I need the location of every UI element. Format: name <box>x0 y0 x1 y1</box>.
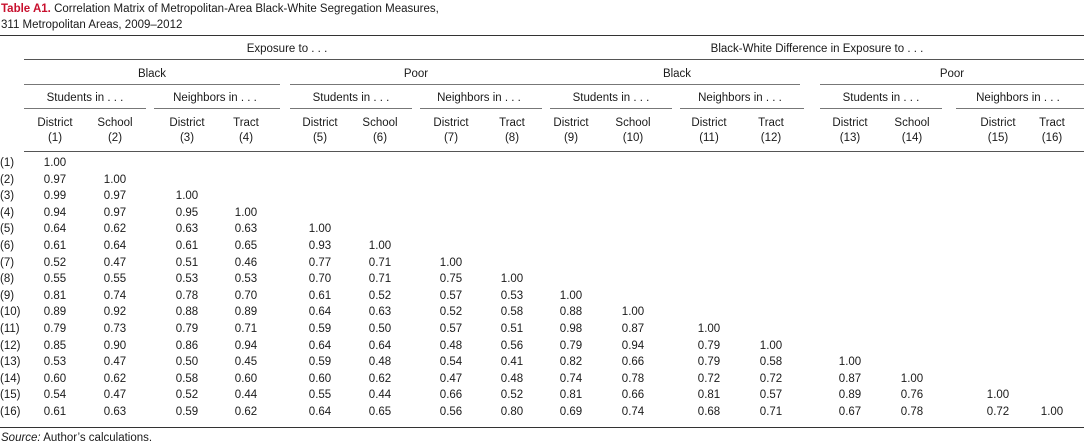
source-label: Source: <box>1 432 41 444</box>
row-label: (11) <box>0 323 20 335</box>
column-header-number: (11) <box>699 132 719 144</box>
level-header-students-4: Students in . . . <box>842 92 920 104</box>
column-header-name: District <box>553 117 589 129</box>
table-cell: 0.54 <box>43 389 67 401</box>
table-cell: 0.61 <box>308 290 332 302</box>
table-cell: 0.65 <box>368 406 392 418</box>
table-cell: 0.67 <box>838 406 862 418</box>
row-label: (13) <box>0 356 21 368</box>
column-header-11 <box>679 116 739 146</box>
table-cell: 0.72 <box>759 373 783 385</box>
column-header-5 <box>290 116 350 146</box>
column-header-number: (15) <box>987 132 1009 144</box>
table-cell: 0.55 <box>43 273 67 285</box>
column-header-number: (7) <box>443 132 459 144</box>
table-cell: 0.70 <box>308 273 332 285</box>
table-cell: 0.52 <box>439 306 463 318</box>
column-header-3 <box>157 116 217 146</box>
table-cell: 0.56 <box>500 340 524 352</box>
column-header-name: District <box>433 117 469 129</box>
table-cell: 0.65 <box>234 240 258 252</box>
column-header-name: District <box>980 117 1016 129</box>
level-header-students-3: Students in . . . <box>572 92 650 104</box>
header-bottom-rule <box>24 151 1084 152</box>
table-cell: 0.78 <box>621 373 645 385</box>
column-header-name: School <box>97 117 133 129</box>
subgroup-header-black-difference: Black <box>662 68 692 80</box>
table-cell: 1.00 <box>500 273 524 285</box>
column-header-number: (3) <box>179 132 195 144</box>
row-label: (1) <box>0 157 15 169</box>
table-cell: 1.00 <box>175 190 199 202</box>
table-cell: 0.64 <box>103 240 127 252</box>
column-header-number: (9) <box>563 132 579 144</box>
table-cell: 0.52 <box>175 389 199 401</box>
table-cell: 0.59 <box>308 323 332 335</box>
table-cell: 0.68 <box>697 406 721 418</box>
table-cell: 0.50 <box>368 323 392 335</box>
column-header-number: (5) <box>312 132 328 144</box>
column-header-number: (8) <box>504 132 520 144</box>
table-cell: 0.58 <box>759 356 783 368</box>
table-cell: 0.54 <box>439 356 463 368</box>
table-cell: 0.48 <box>368 356 392 368</box>
row-label: (16) <box>0 406 21 418</box>
table-cell: 0.74 <box>621 406 645 418</box>
row-label: (10) <box>0 306 21 318</box>
table-cell: 0.94 <box>234 340 258 352</box>
table-cell: 0.64 <box>308 340 332 352</box>
subgroup-rule-1 <box>24 84 280 85</box>
table-cell: 0.53 <box>234 273 258 285</box>
level-header-neighbors-3: Neighbors in . . . <box>698 92 782 104</box>
table-cell: 0.78 <box>900 406 924 418</box>
table-cell: 1.00 <box>43 157 67 169</box>
column-header-number: (14) <box>901 132 923 144</box>
column-header-name: District <box>37 117 73 129</box>
table-cell: 0.53 <box>43 356 67 368</box>
table-cell: 0.53 <box>175 273 199 285</box>
table-cell: 0.82 <box>559 356 583 368</box>
column-header-name: School <box>894 117 930 129</box>
table-cell: 0.52 <box>43 257 67 269</box>
column-header-number: (2) <box>107 132 123 144</box>
table-cell: 1.00 <box>900 373 924 385</box>
column-header-6 <box>350 116 410 146</box>
table-cell: 0.44 <box>234 389 258 401</box>
table-cell: 1.00 <box>986 389 1010 401</box>
table-cell: 0.64 <box>43 223 67 235</box>
column-header-name: Tract <box>758 117 784 129</box>
table-cell: 0.76 <box>900 389 924 401</box>
level-rule-6 <box>680 108 804 109</box>
table-cell: 0.60 <box>308 373 332 385</box>
table-cell: 0.47 <box>103 257 127 269</box>
table-cell: 0.71 <box>368 273 392 285</box>
table-cell: 0.99 <box>43 190 67 202</box>
table-cell: 0.62 <box>103 373 127 385</box>
level-header-neighbors-4: Neighbors in . . . <box>976 92 1060 104</box>
table-cell: 0.81 <box>43 290 67 302</box>
column-header-7 <box>421 116 481 146</box>
row-label: (8) <box>0 273 15 285</box>
table-cell: 0.75 <box>439 273 463 285</box>
column-header-name: District <box>691 117 727 129</box>
level-rule-5 <box>550 108 672 109</box>
table-cell: 1.00 <box>697 323 721 335</box>
table-cell: 0.51 <box>500 323 524 335</box>
table-cell: 0.81 <box>697 389 721 401</box>
table-cell: 0.98 <box>559 323 583 335</box>
level-header-students-1: Students in . . . <box>46 92 124 104</box>
table-cell: 0.63 <box>234 223 258 235</box>
column-header-name: Tract <box>233 117 259 129</box>
table-cell: 0.86 <box>175 340 199 352</box>
table-cell: 0.64 <box>368 340 392 352</box>
table-cell: 0.41 <box>500 356 524 368</box>
table-cell: 0.72 <box>986 406 1010 418</box>
table-cell: 1.00 <box>308 223 332 235</box>
table-cell: 0.80 <box>500 406 524 418</box>
table-cell: 0.79 <box>559 340 583 352</box>
column-header-name: Tract <box>499 117 525 129</box>
table-cell: 0.79 <box>697 340 721 352</box>
table-caption <box>1 1 439 33</box>
table-cell: 0.59 <box>308 356 332 368</box>
table-cell: 0.50 <box>175 356 199 368</box>
level-rule-1 <box>24 108 146 109</box>
table-cell: 1.00 <box>439 257 463 269</box>
table-cell: 1.00 <box>621 306 645 318</box>
table-cell: 0.97 <box>103 190 127 202</box>
table-cell: 0.59 <box>175 406 199 418</box>
subgroup-rule-2 <box>290 84 800 85</box>
table-cell: 0.73 <box>103 323 127 335</box>
top-rule <box>0 35 1084 36</box>
table-cell: 0.57 <box>759 389 783 401</box>
table-cell: 0.77 <box>308 257 332 269</box>
table-cell: 1.00 <box>1040 406 1064 418</box>
column-header-9 <box>541 116 601 146</box>
table-cell: 0.93 <box>308 240 332 252</box>
row-label: (4) <box>0 207 15 219</box>
table-cell: 0.70 <box>234 290 258 302</box>
table-cell: 0.72 <box>697 373 721 385</box>
table-cell: 0.90 <box>103 340 127 352</box>
table-cell: 0.79 <box>175 323 199 335</box>
table-cell: 0.55 <box>308 389 332 401</box>
table-cell: 0.63 <box>175 223 199 235</box>
column-header-number: (12) <box>760 132 782 144</box>
column-header-15 <box>968 116 1028 146</box>
column-header-12 <box>741 116 801 146</box>
table-cell: 0.47 <box>439 373 463 385</box>
table-cell: 0.89 <box>838 389 862 401</box>
row-label: (12) <box>0 340 21 352</box>
table-cell: 0.71 <box>234 323 258 335</box>
table-cell: 0.85 <box>43 340 67 352</box>
column-header-number: (16) <box>1041 132 1063 144</box>
table-cell: 0.58 <box>500 306 524 318</box>
table-cell: 0.57 <box>439 290 463 302</box>
table-cell: 0.60 <box>234 373 258 385</box>
table-cell: 0.66 <box>621 356 645 368</box>
level-rule-3 <box>290 108 412 109</box>
table-cell: 0.62 <box>103 223 127 235</box>
level-rule-8 <box>956 108 1084 109</box>
group-header-difference: Black-White Difference in Exposure to . . . <box>710 43 924 55</box>
row-label: (15) <box>0 389 21 401</box>
table-cell: 0.48 <box>439 340 463 352</box>
table-cell: 0.56 <box>439 406 463 418</box>
table-cell: 0.61 <box>43 406 67 418</box>
table-cell: 0.97 <box>43 174 67 186</box>
column-header-8 <box>482 116 542 146</box>
table-cell: 0.78 <box>175 290 199 302</box>
level-rule-2 <box>154 108 280 109</box>
column-header-10 <box>603 116 663 146</box>
source-note <box>1 431 152 445</box>
table-cell: 1.00 <box>368 240 392 252</box>
table-cell: 0.57 <box>439 323 463 335</box>
table-cell: 0.52 <box>500 389 524 401</box>
row-label: (14) <box>0 373 21 385</box>
column-header-13 <box>820 116 880 146</box>
table-cell: 0.63 <box>368 306 392 318</box>
subgroup-rule-3 <box>820 84 1084 85</box>
table-cell: 0.48 <box>500 373 524 385</box>
table-cell: 0.79 <box>43 323 67 335</box>
table-cell: 0.71 <box>368 257 392 269</box>
table-cell: 0.79 <box>697 356 721 368</box>
table-cell: 0.58 <box>175 373 199 385</box>
table-cell: 0.74 <box>559 373 583 385</box>
table-cell: 0.62 <box>368 373 392 385</box>
table-cell: 0.53 <box>500 290 524 302</box>
table-cell: 1.00 <box>234 207 258 219</box>
table-cell: 0.44 <box>368 389 392 401</box>
table-cell: 0.45 <box>234 356 258 368</box>
source-text: Author’s calculations. <box>40 432 153 444</box>
table-cell: 0.47 <box>103 356 127 368</box>
column-header-1 <box>25 116 85 146</box>
column-header-number: (4) <box>238 132 254 144</box>
table-cell: 0.60 <box>43 373 67 385</box>
table-cell: 0.87 <box>621 323 645 335</box>
group-header-exposure: Exposure to . . . <box>246 43 328 55</box>
table-cell: 0.71 <box>759 406 783 418</box>
column-header-2 <box>85 116 145 146</box>
caption-line-1 <box>1 1 439 17</box>
table-cell: 1.00 <box>559 290 583 302</box>
table-cell: 0.88 <box>559 306 583 318</box>
column-header-number: (1) <box>47 132 63 144</box>
group-rule <box>24 59 1084 60</box>
row-label: (9) <box>0 290 15 302</box>
column-header-name: School <box>362 117 398 129</box>
level-rule-7 <box>820 108 942 109</box>
column-header-16 <box>1022 116 1082 146</box>
table-label: Table A1. <box>1 3 51 15</box>
table-cell: 0.47 <box>103 389 127 401</box>
table-cell: 0.62 <box>234 406 258 418</box>
column-header-name: District <box>169 117 205 129</box>
subgroup-header-poor-exposure: Poor <box>403 68 429 80</box>
table-cell: 0.81 <box>559 389 583 401</box>
table-cell: 0.94 <box>43 207 67 219</box>
table-cell: 0.55 <box>103 273 127 285</box>
column-header-name: School <box>615 117 651 129</box>
column-header-name: Tract <box>1039 117 1065 129</box>
table-cell: 0.87 <box>838 373 862 385</box>
table-cell: 0.61 <box>175 240 199 252</box>
level-header-neighbors-1: Neighbors in . . . <box>173 92 257 104</box>
column-header-number: (6) <box>372 132 388 144</box>
row-label: (3) <box>0 190 15 202</box>
table-cell: 0.64 <box>308 406 332 418</box>
table-cell: 0.94 <box>621 340 645 352</box>
table-cell: 0.88 <box>175 306 199 318</box>
bottom-rule <box>0 427 1084 428</box>
table-cell: 0.64 <box>308 306 332 318</box>
row-label: (6) <box>0 240 15 252</box>
row-label: (5) <box>0 223 15 235</box>
column-header-number: (13) <box>839 132 861 144</box>
level-rule-4 <box>420 108 542 109</box>
row-label: (2) <box>0 174 15 186</box>
column-header-4 <box>216 116 276 146</box>
table-cell: 0.92 <box>103 306 127 318</box>
table-cell: 0.52 <box>368 290 392 302</box>
table-cell: 0.46 <box>234 257 258 269</box>
column-header-name: District <box>832 117 868 129</box>
table-cell: 0.66 <box>621 389 645 401</box>
table-cell: 1.00 <box>838 356 862 368</box>
table-cell: 0.51 <box>175 257 199 269</box>
table-cell: 0.89 <box>43 306 67 318</box>
column-header-number: (10) <box>622 132 644 144</box>
subgroup-header-black-exposure: Black <box>137 68 167 80</box>
table-cell: 0.63 <box>103 406 127 418</box>
table-cell: 0.97 <box>103 207 127 219</box>
table-cell: 0.69 <box>559 406 583 418</box>
table-cell: 0.89 <box>234 306 258 318</box>
table-cell: 0.66 <box>439 389 463 401</box>
table-cell: 1.00 <box>759 340 783 352</box>
table-cell: 0.74 <box>103 290 127 302</box>
table-title-line-2: 311 Metropolitan Areas, 2009–2012 <box>1 19 183 31</box>
table-cell: 0.95 <box>175 207 199 219</box>
level-header-neighbors-2: Neighbors in . . . <box>437 92 521 104</box>
column-header-14 <box>882 116 942 146</box>
row-label: (7) <box>0 257 15 269</box>
table-cell: 0.61 <box>43 240 67 252</box>
table-title-line-1: Correlation Matrix of Metropolitan-Area Black-White Segregation Measures, <box>54 3 439 15</box>
subgroup-header-poor-difference: Poor <box>939 68 965 80</box>
table-cell: 1.00 <box>103 174 127 186</box>
level-header-students-2: Students in . . . <box>312 92 390 104</box>
column-header-name: District <box>302 117 338 129</box>
